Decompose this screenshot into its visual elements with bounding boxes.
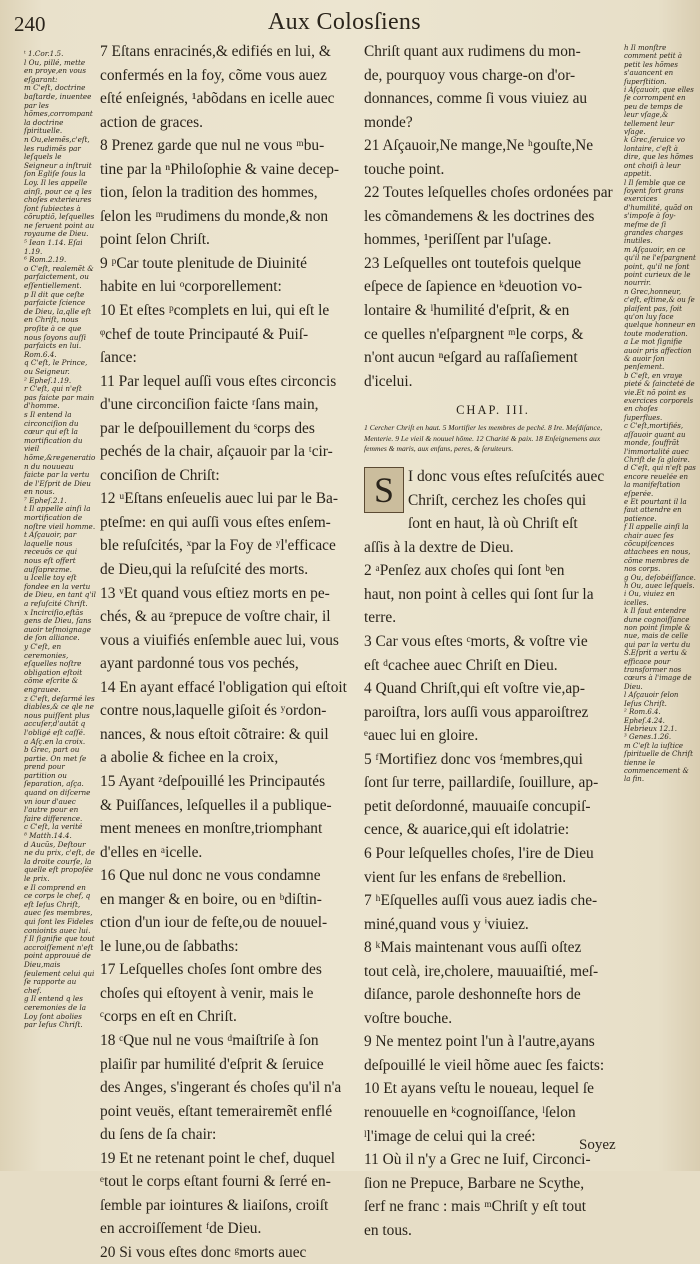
text-line: ᵉtout le corps eſtant fourni & ſerré en-: [100, 1173, 331, 1191]
margin-note: u Icelle toy eſt fondee en la vertu de Dieu, en tant q'il a reſuſcité Chriſt.: [24, 573, 96, 608]
margin-note: g Ou, deſobéiſſance.: [624, 573, 696, 582]
margin-note: b C'eſt, en vraye pieté & ſaincteté de vie.Et nõ point es exercices corporels en choſes ſuperflues.: [624, 371, 695, 422]
text-line: en accroiſſement ᶠde Dieu.: [100, 1220, 262, 1238]
text-line: 16 Que nul donc ne vous condamne: [100, 867, 321, 885]
text-line: aſſis à la dextre de Dieu.: [364, 538, 514, 556]
margin-note: m C'eſt la iuſtice ſpirituelle de Chriſt tienne le commencement & la fin.: [624, 741, 693, 784]
text-line: eſt ᵈcachee auec Chriſt en Dieu.: [364, 656, 558, 674]
text-line: terre.: [364, 609, 397, 627]
left-margin-notes: [24, 50, 96, 1030]
margin-note: l Aſçauoir ſelon Ieſus Chriſt.: [624, 691, 679, 708]
margin-note: d Aucũs, Deſtour ne du prix, c'eſt, de la droite courſe, la quelle eſt propoſée le prix.: [24, 839, 95, 883]
text-line: hommes, ¹periſſent par l'uſage.: [364, 231, 552, 249]
text-line: 10 Et ayans veſtu le noueau, lequel ſe: [364, 1080, 594, 1098]
text-line: les cõmandemens & les doctrines des: [364, 207, 595, 225]
text-line: 18 ᶜQue nul ne vous ᵈmaiſtriſe à ſon: [100, 1031, 319, 1049]
text-line: I donc vous eſtes reſuſcités auec: [408, 468, 605, 486]
catchword: Soyez: [579, 1137, 616, 1153]
margin-note: m Aſçauoir, en ce qu'il ne l'eſpargnent point, qu'il ne ſont point curieux de le nourrir.: [624, 245, 696, 288]
text-line: donnances, comme ſi vous viuiez au: [364, 90, 588, 108]
text-line: habite en lui ᵒcorporellement:: [100, 278, 282, 296]
text-line: lontaire & ˡhumilité d'eſprit, & en: [364, 302, 570, 320]
text-line: du ſens de ſa chair:: [100, 1126, 217, 1144]
text-line: eſpece de ſapience en ᵏdeuotion vo-: [364, 278, 583, 296]
text-line: 17 Leſquelles choſes ſont ombre des: [100, 961, 322, 979]
margin-note: y C'eſt, en ceremonies, eſquelles noſtre obligation eſtoit cõme eſcrite & engrauee.: [24, 641, 83, 694]
margin-note: n Grec,honneur, c'eſt, eſtime,& ou ſe plaiſent pas, ſoit qu'on luy face quelque honneur en toute moderation.: [624, 287, 696, 338]
page-number: 240: [14, 12, 46, 36]
margin-note: ⁷ Epheſ.2.1.: [24, 495, 67, 505]
margin-note: l Ou, pillé, mette en proye,en vous eſgarant:: [24, 57, 87, 84]
right-text-column: [364, 40, 622, 1242]
text-line: pechés de la chair, aſçauoir par la ᵗcir-: [100, 443, 333, 461]
text-line: chés, & au ᶻprepuce de voſtre chair, il: [100, 608, 331, 626]
text-line: ſelon les ᵐrudimens du monde,& non: [100, 207, 329, 225]
right-column-top: [364, 40, 622, 393]
margin-note: h Ou, auec leſquels.: [624, 582, 695, 590]
text-line: tine par la ⁿPhiloſophie & vaine decep-: [100, 160, 340, 178]
text-line: monde?: [364, 113, 413, 131]
text-line: haut, non point à celles qui ſont ſur la: [364, 585, 594, 603]
margin-note: x Incirciſio,eſtās gens de Dieu, ſans auoir teſmoignage de ſon alliance.: [24, 607, 92, 643]
margin-note: f Il ſignifie que tout accroiſſement n'eſt point approuué de Dieu,mais ſeulement celui qui ſe rapporte au chef.: [24, 934, 95, 995]
margin-note: ⁵ Iean 1.14. Eſai 1.19.: [24, 238, 83, 256]
margin-note: c C'eſt,mortifiés, aſſauoir quant au monde, ſouffrãt l'immortalité auec Chriſt de ſa gloire.: [624, 422, 690, 464]
text-line: petit deſordonné, mauuaiſe concupiſ-: [364, 797, 591, 815]
margin-note: l Il ſemble que ce ſoyent fort grans exercices d'humilité, quãd on s'impoſe à ſoy-meſme de ſi grandes charges inutiles.: [624, 178, 693, 246]
text-line: 10 Et eſtes ᵖcomplets en lui, qui eſt le: [100, 302, 330, 320]
text-line: ſemble par iointures & liaiſons, croiſt: [100, 1196, 329, 1214]
margin-note: g Il entend q les ceremonies de la Loy ſont abolies par Ieſus Chriſt.: [24, 994, 86, 1030]
margin-note: ᵗ 1.Cor.1.5.: [24, 49, 64, 58]
text-line: en manger & en boire, ou en ᵇdiſtin-: [100, 890, 322, 908]
margin-note: o C'eſt, realemẽt & parfaictement, ou eſſentiellement.: [24, 263, 94, 291]
text-line: ſance:: [100, 349, 137, 367]
text-line: d'elles en ᵃicelle.: [100, 843, 203, 861]
margin-note: p Il dit que ceſte parfaicte ſcience de Dieu, la,qlle eſt en Chriſt, nous proſite à ce que nous ſoyons auſſi parfaicts en lui.: [24, 289, 92, 351]
margin-note: ² Epheſ.1.19.: [24, 375, 72, 385]
text-line: ayant pardonné tous vos pechés,: [100, 655, 299, 673]
text-line: en tous.: [364, 1221, 412, 1239]
text-line: 11 Où il n'y a Grec ne Iuif, Circonci-: [364, 1151, 591, 1169]
text-line: ᵠchef de toute Principauté & Puiſ-: [100, 325, 309, 343]
text-line: a abolie & fichee en la croix,: [100, 749, 279, 767]
text-line: tion, ſelon la tradition des hommes,: [100, 184, 318, 202]
margin-note: k Il faut entendre dune cognoiſſance non point ſimple & nue, mais de celle qui par la vertu du S.Eſprit a vertu & efficace pour transformer nos cœurs à l'image de Dieu.: [624, 607, 692, 691]
chapter-title: CHAP. III.: [456, 403, 530, 418]
text-line: eſté enſeignés, ¹abõdans en icelle auec: [100, 90, 335, 108]
text-line: conciſion de Chriſt:: [100, 466, 220, 484]
text-line: Chriſt quant aux rudimens du mon-: [364, 43, 581, 60]
text-line: paroiſtra, lors auſſi vous apparoiſtrez: [364, 703, 589, 721]
text-line: d'une circonciſion faicte ʳſans main,: [100, 396, 319, 414]
margin-note: h Il monſtre comment petit à petit les hõmes s'auancent en ſuperſtition.: [624, 44, 682, 86]
text-line: des Anges, s'ingerant és choſes qu'il n'a: [100, 1079, 342, 1097]
margin-note: n Ou,elemẽs,c'eſt, les rudimẽs par leſquels le Seigneur a inſtruit ſon Egliſe ſous la Loy. Il les appelle ainſi, pour ce q les choſes exterieures ſont ſubiectes à cõruptiõ, leſquelles ne ſeruent point au royaume de Dieu.: [24, 134, 95, 239]
text-line: ce quelles n'eſpargnent ᵐle corps, &: [364, 325, 584, 343]
text-line: deſpouillé le vieil hõme auec ſes faicts:: [364, 1056, 605, 1074]
text-line: 4 Quand Chriſt,qui eſt voſtre vie,ap-: [364, 680, 585, 698]
text-line: nances, & nous eſtoit cõtraire: & quil: [100, 725, 329, 743]
margin-note: c C'eſt, la verité: [24, 822, 83, 832]
text-line: miné,quand vous y ⁱviuiez.: [364, 915, 529, 933]
margin-note: m C'eſt, doctrine baſtarde, inuentee par les hõmes,corrompant la doctrine ſpirituelle.: [24, 83, 93, 136]
decorated-initial: S: [364, 467, 404, 513]
right-margin-notes: [624, 44, 696, 784]
text-line: choſes qui eſtoyent à venir, mais le: [100, 984, 314, 1002]
text-line: 15 Ayant ᶻdeſpouillé les Principautés: [100, 772, 326, 790]
margin-note: ³ Genes.1.26.: [624, 733, 672, 742]
text-line: 9 Ne mentez point l'un à l'autre,ayans: [364, 1033, 595, 1051]
text-line: ble reſuſcités, ˣpar la Foy de ʸl'efficace: [100, 537, 336, 555]
text-line: 23 Leſquelles ont toutefois quelque: [364, 254, 582, 272]
margin-note: e Et pourtant il la faut attendre en patience.: [624, 497, 687, 523]
margin-note: f Il appelle ainſi la chair auec ſes cõcupiſcences attachees en nous, cõme membres de nos corps.: [624, 523, 691, 574]
margin-note: t Il appelle ainſi la mortification de noſtre vieil homme.: [24, 504, 96, 531]
margin-note: ² Rom.6.4. Epheſ.4.24. Hebrieux 12.1.: [624, 708, 677, 733]
text-line: ᵉauec lui en gloire.: [364, 727, 479, 745]
text-line: 12 ᵘEſtans enſeuelis auec lui par le Ba-: [100, 490, 338, 508]
text-line: ˡl'image de celui qui la creé:: [364, 1127, 536, 1145]
text-line: point ſelon Chriſt.: [100, 231, 210, 249]
text-line: 21 Aſçauoir,Ne mange,Ne ʰgouſte,Ne: [364, 137, 594, 155]
text-line: 8 Prenez garde que nul ne vous ᵐbu-: [100, 137, 325, 155]
text-line: ction d'un iour de feſte,ou de nouuel-: [100, 914, 328, 932]
chapter-summary: 1 Cercher Chriſt en haut. 5 Mortifier les membres de peché. 8 Ire. Meſdiſance, Menterie. 9 Le vieil & nouuel hõme. 12 Charité & paix. 18 Enſeignemens aux femmes & maris, aux enfans, peres, & ſeruiteurs.: [364, 423, 603, 454]
text-line: 2 ᵃPenſez aux choſes qui ſont ᵇen: [364, 562, 565, 580]
text-line: cence, & auarice,qui eſt idolatrie:: [364, 821, 570, 839]
text-line: ſerf ne franc : mais ᵐChriſt y eſt tout: [364, 1198, 587, 1216]
text-line: 9 ᵖCar toute plenitude de Diuinité: [100, 254, 307, 272]
margin-note: i Ou, viuiez en icelles.: [624, 590, 675, 607]
margin-note: t Aſçauoir, par laquelle nous receuõs ce qui nous eſt offert auſſaprezme.: [24, 530, 77, 574]
margin-note: k Grec,ſeruice vo lontaire, c'eſt à dire, que les hõmes ont choiſi à leur appetit.: [624, 136, 694, 179]
margin-note: z C'eſt, deſarmé les diables,& ce qle ne nous puiſſent plus accuſer,d'autāt q l'obligé eſt caſſé.: [24, 693, 95, 737]
left-text-column: [100, 40, 358, 1264]
text-line: le lune,ou de ſabbaths:: [100, 937, 239, 955]
text-line: n'ont aucun ⁿeſgard au raſſaſiement: [364, 349, 578, 367]
text-line: 8 ᵏMais maintenant vous auſſi oſtez: [364, 939, 582, 957]
text-line: Chriſt, cerchez les choſes qui: [408, 491, 587, 509]
text-line: action de graces.: [100, 113, 203, 131]
margin-note: s Il entend la circonciſion du cœur qui eſt la mortification du vieil hõme,&regeneration du nouueau faicte par la vertu de l'Eſprit de Dieu en nous.: [24, 409, 96, 497]
text-line: 7 ʰEſquelles auſſi vous auez iadis che-: [364, 892, 598, 910]
chapter-opening: [364, 465, 622, 536]
text-line: vient ſur les enfans de ᵍrebellion.: [364, 868, 567, 886]
margin-note: Rom.6.4.: [24, 349, 57, 359]
text-line: 14 En ayant effacé l'obligation qui eſtoit: [100, 678, 347, 696]
margin-note: a Le mot ſignifie auoir pris affection & auoir ſon penſement.: [624, 338, 692, 372]
text-line: voſtre bouche.: [364, 1009, 453, 1027]
text-line: 3 Car vous eſtes ᶜmorts, & voſtre vie: [364, 633, 588, 651]
text-line: ſion ne Prepuce, Barbare ne Scythe,: [364, 1174, 585, 1192]
text-line: plaiſir par humilité d'eſprit & ſeruice: [100, 1055, 324, 1073]
text-line: 20 Si vous eſtes donc ᵍmorts auec: [100, 1243, 307, 1261]
text-line: touche point.: [364, 160, 445, 178]
text-line: de, pourquoy vous charge-on d'or-: [364, 66, 576, 84]
text-line: ſont ſur terre, paillardiſe, ſouillure, ap-: [364, 774, 599, 792]
margin-note: q C'eſt, le Prince, ou Seigneur.: [24, 358, 88, 376]
text-line: renouuelle en ᵏcognoiſſance, ˡſelon: [364, 1103, 576, 1121]
text-line: 6 Pour leſquelles choſes, l'ire de Dieu: [364, 844, 594, 862]
text-line: 22 Toutes leſquelles choſes ordonées par: [364, 184, 613, 202]
text-line: tout celà, ire,cholere, mauuaiſtié, meſ-: [364, 962, 599, 980]
text-line: 19 Et ne retenant point le chef, duquel: [100, 1149, 336, 1167]
text-line: 5 ᶠMortifiez donc vos ᶠmembres,qui: [364, 750, 583, 768]
text-line: par le deſpouillement du ˢcorps des: [100, 419, 315, 437]
text-line: 7 Eſtans enracinés,& edifiés en lui, &: [100, 43, 331, 60]
text-line: contre nous,laquelle giſoit és ʸordon-: [100, 702, 327, 720]
page-header: [0, 6, 700, 40]
text-line: & Puiſſances, leſquelles il a publique-: [100, 796, 332, 814]
text-line: ment menees en monſtre,triomphant: [100, 820, 323, 838]
margin-note: b Grec, part ou partie. On met ſe prend pour partition ou ſeparation, aſça. quand on diſcerne vn iour d'auec l'autre pour en faire difference.: [24, 745, 91, 823]
text-line: confermés en la foy, cõme vous auez: [100, 66, 327, 84]
text-line: de Dieu,qui la reſuſcité des morts.: [100, 561, 309, 579]
text-line: vous a viuifiés enſemble auec lui, vous: [100, 631, 339, 649]
text-line: ᶜcorps en eſt en Chriſt.: [100, 1008, 237, 1026]
text-line: point veuës, eſtant temerairemẽt enflé: [100, 1102, 333, 1120]
margin-note: d C'eſt, qui n'eſt pas encore reuelée en la manifeſtation eſperée.: [624, 464, 696, 498]
margin-note: r C'eſt, qui n'eſt pas faicte par main d'homme.: [24, 384, 95, 411]
text-line: d'icelui.: [364, 372, 413, 390]
margin-note: ⁶ Rom.2.19.: [24, 255, 67, 265]
text-line: pteſme: en qui auſſi vous eſtes enſem-: [100, 513, 331, 531]
text-line: ſont en haut, là où Chriſt eſt: [408, 515, 578, 533]
margin-note: e Il comprend en ce corps le chef, q eſt Ieſus Chriſt, auec ſes membres, qui ſont les Fideles conioints auec lui.: [24, 882, 94, 935]
text-line: diſance, parole deshonneſte hors de: [364, 986, 581, 1004]
running-title: Aux Colosſiens: [268, 9, 421, 35]
text-line: 13 ᵛEt quand vous eſtiez morts en pe-: [100, 584, 330, 602]
margin-note: ⁸ Matth.14.4.: [24, 831, 72, 841]
margin-note: a Aſç.en la croix.: [24, 736, 86, 746]
text-line: 11 Par lequel auſſi vous eſtes circoncis: [100, 372, 337, 390]
margin-note: i Aſçauoir, que elles ſe corrompent en peu de temps de leur vſage,& tellement leur vſage.: [624, 86, 694, 137]
